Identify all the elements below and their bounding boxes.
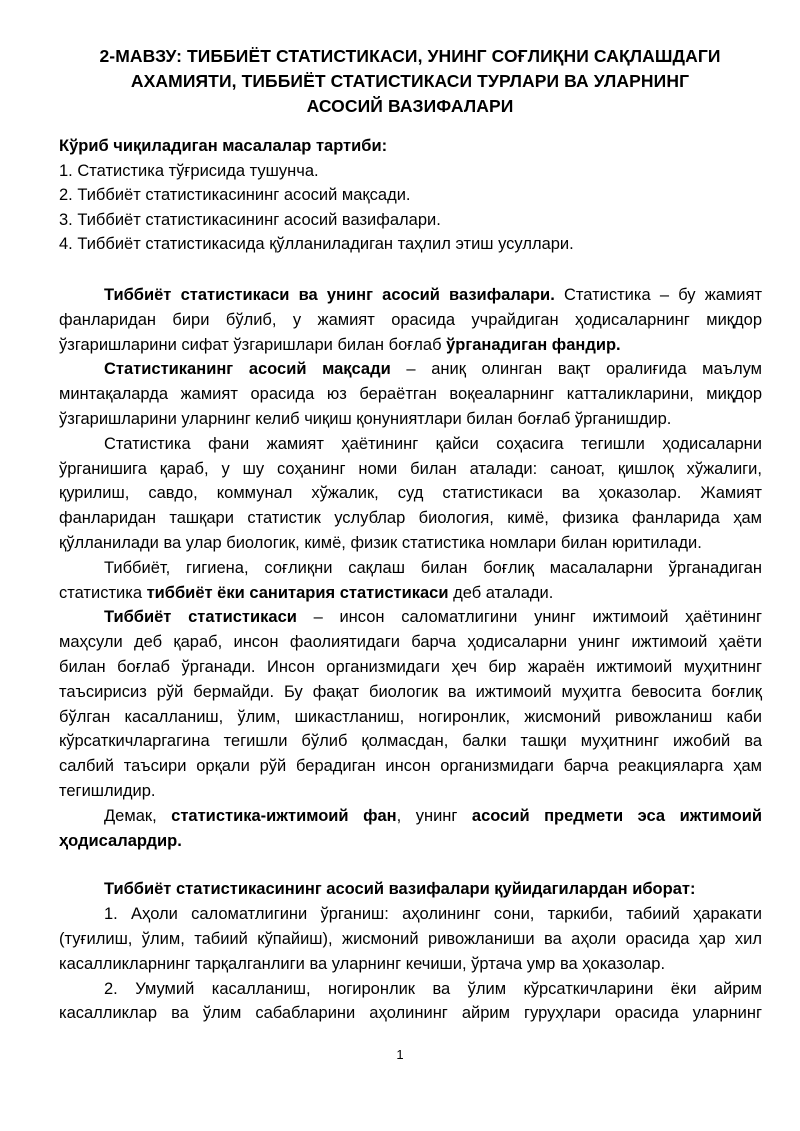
agenda-item: 4. Тиббиёт статистикасида қўлланиладиган таҳлил этиш усуллари. (59, 235, 574, 253)
text-run: Статистика – бу жамият (554, 286, 763, 304)
text-run: , унинг (396, 806, 472, 825)
paragraph-line: ўрганишига қараб, у шу соҳанинг номи билан аталади: саноат, қишлоқ хўжалиги, (59, 459, 762, 478)
text-run: Демак, (104, 806, 172, 825)
bold-term: асосий предмети эса ижтимоий (471, 806, 763, 825)
paragraph-line: (туғилиш, ўлим, табиий кўпайиш), жисмоний ривожланиши ва аҳоли орасида ҳар хил (59, 929, 762, 948)
paragraph (59, 902, 762, 976)
title-line: АСОСИЙ ВАЗИФАЛАРИ (306, 96, 514, 116)
document-body (59, 283, 762, 1026)
bold-term: Статистиканинг асосий мақсади (104, 360, 391, 379)
text-run: – аниқ олинган вақт оралиғида маълум (390, 360, 762, 379)
paragraph-line: маҳсули деб қараб, инсон фаолиятидаги барча ҳодисаларни унинг ижтимоий ҳаёти (59, 633, 762, 652)
paragraph-line (59, 605, 762, 630)
page-number: 1 (396, 1047, 404, 1062)
paragraph-line: билан боғлаб ўрганади. Инсон организмидаги ҳеч бир жараён ижтимоий муҳитнинг (59, 657, 762, 676)
paragraph-line: касалликлар ва ўлим сабабларини аҳолининг айрим гуруҳлари орасида уларнинг (59, 1004, 762, 1023)
bold-term: ўрганадиган фандир. (446, 335, 621, 354)
paragraph-line: қўлланилади ва улар биологик, кимё, физик статистика номлари билан юритилади. (59, 533, 702, 552)
paragraph (59, 556, 762, 606)
paragraph (59, 804, 762, 854)
page-title (50, 44, 770, 119)
bold-term: ҳодисалардир. (59, 831, 182, 850)
paragraph-line: тегишлидир. (59, 781, 156, 800)
bold-term: статистика-ижтимоий фан (171, 806, 397, 825)
paragraph-line (59, 804, 762, 829)
paragraph-line: 1. Аҳоли саломатлигини ўрганиш: аҳолининг сони, таркиби, табиий ҳаракати (104, 905, 762, 924)
agenda-item: 2. Тиббиёт статистикасининг асосий мақсади. (59, 186, 411, 204)
paragraph-line: минтақаларда жамият орасида юз бераётган воқеаларнинг катталикларини, миқдор (59, 385, 762, 404)
paragraph-line (59, 283, 762, 308)
paragraph-line (59, 357, 762, 382)
paragraph-line: ўзгаришларини уларнинг келиб чиқиш қонуниятлари билан боғлаб ўрганишдир. (59, 409, 672, 428)
paragraph-line: Статистика фани жамият ҳаётининг қайси соҳасига тегишли ҳодисаларни (104, 434, 762, 453)
text-run: – инсон саломатлигини унинг ижтимоий ҳаётининг (296, 608, 762, 627)
paragraph-line (59, 581, 762, 606)
bold-term: Тиббиёт статистикаси ва унинг асосий вазифалари. (104, 286, 555, 304)
agenda (59, 134, 759, 257)
paragraph-line: кўрсаткичларгагина тегишли бўлиб қолмасдан, балки ташқи муҳитнинг ижобий ва (59, 732, 762, 751)
paragraph-line: салбий таъсири орқали рўй берадиган инсон организмидаги барча реакцияларга ҳам (59, 757, 762, 776)
paragraph (59, 605, 762, 803)
agenda-heading: Кўриб чиқиладиган масалалар тартиби: (59, 137, 388, 155)
paragraph-line: қурилиш, савдо, коммунал хўжалик, суд статистикаси ва ҳоказолар. Жамият (59, 484, 762, 503)
paragraph (59, 357, 762, 431)
paragraph (59, 432, 762, 556)
paragraph-line (59, 829, 762, 854)
agenda-item: 1. Статистика тўғрисида тушунча. (59, 161, 319, 180)
bold-term: Тиббиёт статистикаси (104, 608, 297, 627)
section-heading: Тиббиёт статистикасининг асосий вазифалари қуйидагилардан иборат: (104, 880, 696, 899)
paragraph-line: таъсирисиз рўй бермайди. Бу фақат биологик ва ижтимоий муҳитга бевосита боғлиқ (59, 682, 762, 701)
paragraph-line: 2. Умумий касалланиш, ногиронлик ва ўлим кўрсаткичларини ёки айрим (104, 979, 762, 998)
title-line: АХАМИЯТИ, ТИББИЁТ СТАТИСТИКАСИ ТУРЛАРИ ВА УЛАРНИНГ (130, 71, 690, 91)
text-run: статистика (59, 583, 147, 602)
paragraph (59, 283, 762, 357)
paragraph-line: фанларидан бири бўлиб, у жамият орасида учрайдиган ҳодисаларнинг миқдор (59, 310, 762, 329)
paragraph-line: фанларидан ташқари статистик услублар биология, кимё, физика фанларида ҳам (59, 509, 762, 528)
spacer (59, 853, 762, 877)
agenda-item: 3. Тиббиёт статистикасининг асосий вазифалари. (59, 210, 441, 229)
paragraph-line: касалликларнинг тарқалганлиги ва уларнинг кечиши, ўртача умр ва ҳоказолар. (59, 954, 666, 973)
paragraph-line (59, 333, 762, 358)
text-run: деб аталади. (448, 583, 554, 602)
paragraph-line: Тиббиёт, гигиена, соғлиқни сақлаш билан боғлиқ масалаларни ўрганадиган (104, 558, 762, 577)
bold-term: тиббиёт ёки санитария статистикаси (146, 583, 449, 602)
title-line: 2-МАВЗУ: ТИББИЁТ СТАТИСТИКАСИ, УНИНГ СОҒЛИҚНИ САҚЛАШДАГИ (99, 46, 721, 66)
paragraph (59, 977, 762, 1027)
text-run: ўзгаришларини сифат ўзгаришлари билан боғлаб (59, 335, 447, 354)
paragraph-line: бўлган касалланиш, ўлим, шикастланиш, ногиронлик, жисмоний ривожланиш каби (59, 707, 762, 726)
